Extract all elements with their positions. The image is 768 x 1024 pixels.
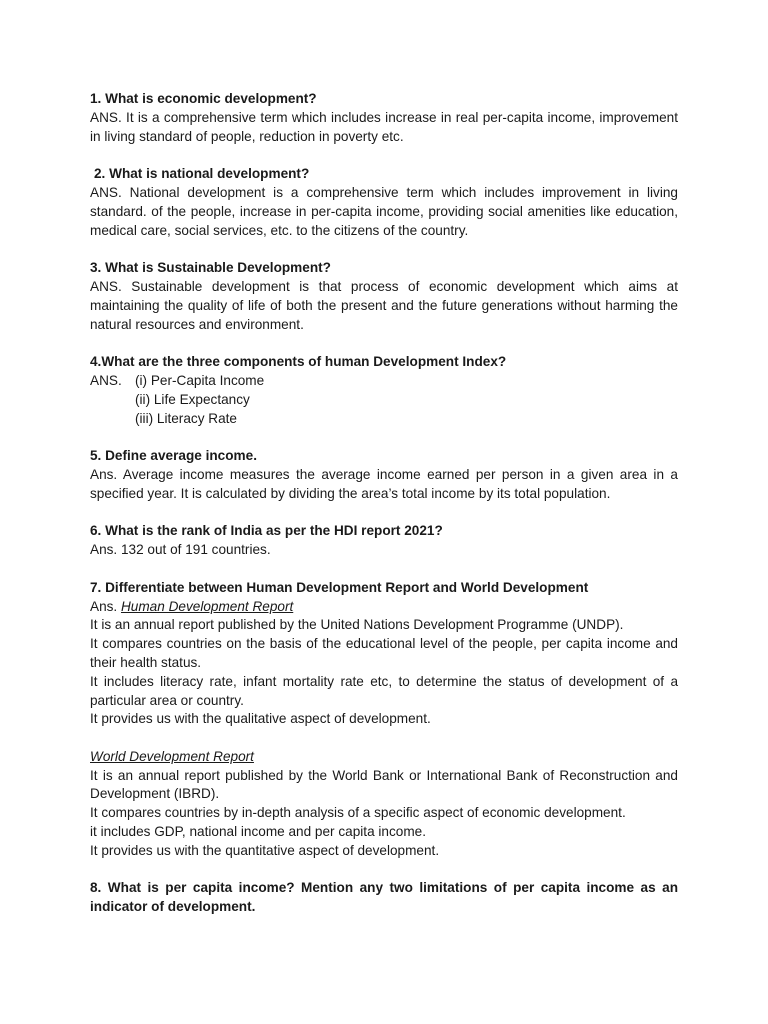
hdr-line: It compares countries on the basis of the educational level of the people, per capita income and their health status. xyxy=(90,636,678,670)
list-item xyxy=(90,372,678,391)
question-block-5 xyxy=(90,447,678,503)
question-heading: 6. What is the rank of India as per the HDI report 2021? xyxy=(90,523,443,539)
list-item xyxy=(90,410,678,429)
answer-heading xyxy=(90,598,678,617)
question-block-3 xyxy=(90,259,678,334)
hdr-line: It provides us with the qualitative aspect of development. xyxy=(90,711,431,727)
wdr-subheading: World Development Report xyxy=(90,748,254,764)
question-heading: 4.What are the three components of human Development Index? xyxy=(90,354,507,370)
question-block-8 xyxy=(90,879,678,917)
list-item-text: (ii) Life Expectancy xyxy=(135,391,250,407)
answer-text: Ans. 132 out of 191 countries. xyxy=(90,542,271,558)
answer-text: ANS. Sustainable development is that process of economic development which aims at maintaining the quality of life of both the present and the future generations without harming the natural resources and environment. xyxy=(90,278,678,332)
answer-prefix: Ans. xyxy=(90,598,121,614)
wdr-line: It compares countries by in-depth analysis of a specific aspect of economic development. xyxy=(90,805,626,821)
question-heading: 7. Differentiate between Human Development Report and World Development xyxy=(90,579,589,595)
question-heading: 2. What is national development? xyxy=(94,166,310,182)
question-block-4 xyxy=(90,353,678,428)
wdr-line: it includes GDP, national income and per capita income. xyxy=(90,824,427,840)
document-page xyxy=(90,90,678,917)
question-heading: 8. What is per capita income? Mention any two limitations of per capita income as an indicator of development. xyxy=(90,880,678,915)
question-heading: 3. What is Sustainable Development? xyxy=(90,260,331,276)
hdr-subheading: Human Development Report xyxy=(120,598,294,614)
answer-text: Ans. Average income measures the average income earned per person in a given area in a specified year. It is calculated by dividing the area’s total income by its total population. xyxy=(90,466,678,501)
answer-text: ANS. It is a comprehensive term which includes increase in real per-capita income, improvement in living standard of people, reduction in poverty etc. xyxy=(90,109,678,144)
answer-lead: ANS. xyxy=(90,372,122,388)
question-block-6 xyxy=(90,522,678,560)
question-block-2 xyxy=(90,165,678,240)
list-item-text: (i) Per-Capita Income xyxy=(135,372,265,388)
answer-list xyxy=(90,372,678,428)
wdr-line: It provides us with the quantitative aspect of development. xyxy=(90,842,440,858)
hdr-line: It is an annual report published by the United Nations Development Programme (UNDP). xyxy=(90,617,624,633)
answer-text: ANS. National development is a comprehensive term which includes improvement in living standard. of the people, increase in per-capita income, providing social amenities like education, medical care, social services, etc. to the citizens of the country. xyxy=(90,184,678,238)
question-heading: 5. Define average income. xyxy=(90,448,257,464)
question-block-1 xyxy=(90,90,678,146)
question-block-7 xyxy=(90,579,678,861)
wdr-line: It is an annual report published by the World Bank or International Bank of Reconstruction and Development (IBRD). xyxy=(90,767,678,802)
question-heading: 1. What is economic development? xyxy=(90,91,317,106)
list-item-text: (iii) Literacy Rate xyxy=(135,410,237,426)
list-item xyxy=(90,391,678,410)
hdr-line: It includes literacy rate, infant mortality rate etc, to determine the status of development of a particular area or country. xyxy=(90,673,678,708)
